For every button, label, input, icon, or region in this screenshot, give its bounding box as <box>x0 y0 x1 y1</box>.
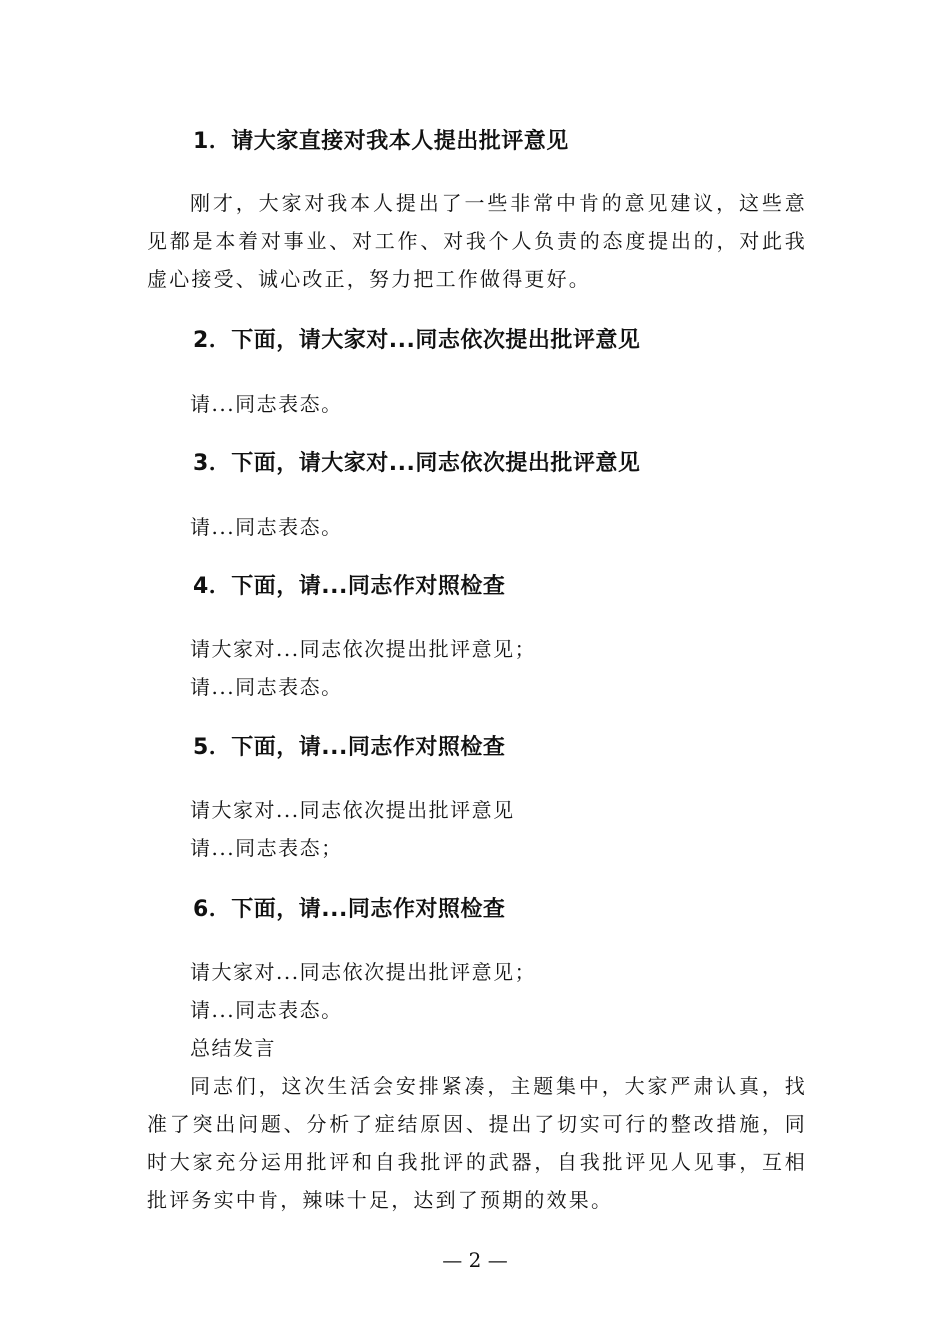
closing-paragraph: 同志们，这次生活会安排紧凑，主题集中，大家严肃认真，找准了突出问题、分析了症结原因、提出了切实可行的整改措施，同时大家充分运用批评和自我批评的武器，自我批评见人见事，互相批评务实中肯，辣味十足，达到了预期的效果。 <box>147 1074 807 1212</box>
section-5 <box>147 733 807 763</box>
paragraph: 刚才，大家对我本人提出了一些非常中肯的意见建议，这些意见都是本着对事业、对工作、对我个人负责的态度提出的，对此我虚心接受、诚心改正，努力把工作做得更好。 <box>147 191 807 291</box>
summary-heading: 总结发言 <box>190 1036 276 1060</box>
body-line: 请...同志表态。 <box>190 392 343 416</box>
section-heading: 1．请大家直接对我本人提出批评意见 <box>193 129 569 154</box>
body-line: 请...同志表态； <box>190 836 343 860</box>
section-6-body <box>147 953 807 1219</box>
section-heading: 4．下面，请...同志作对照检查 <box>193 574 506 599</box>
section-heading: 6．下面，请...同志作对照检查 <box>193 897 506 922</box>
body-line: 请...同志表态。 <box>190 515 343 539</box>
section-heading: 5．下面，请...同志作对照检查 <box>193 735 506 760</box>
section-1-body <box>147 184 807 298</box>
section-4-body <box>147 630 807 706</box>
section-5-body <box>147 791 807 867</box>
section-2 <box>147 326 807 356</box>
body-line: 请...同志表态。 <box>190 998 343 1022</box>
body-line: 请大家对...同志依次提出批评意见； <box>190 960 537 984</box>
section-3 <box>147 449 807 479</box>
section-heading: 2．下面，请大家对...同志依次提出批评意见 <box>193 328 641 353</box>
section-2-body <box>147 385 807 423</box>
section-1 <box>147 127 807 157</box>
page-number: — 2 — <box>442 1248 508 1272</box>
body-line: 请大家对...同志依次提出批评意见 <box>190 798 515 822</box>
body-line: 请...同志表态。 <box>190 675 343 699</box>
body-line: 请大家对...同志依次提出批评意见； <box>190 637 537 661</box>
section-heading: 3．下面，请大家对...同志依次提出批评意见 <box>193 451 641 476</box>
section-4 <box>147 572 807 602</box>
section-3-body <box>147 508 807 546</box>
section-6 <box>147 895 807 925</box>
